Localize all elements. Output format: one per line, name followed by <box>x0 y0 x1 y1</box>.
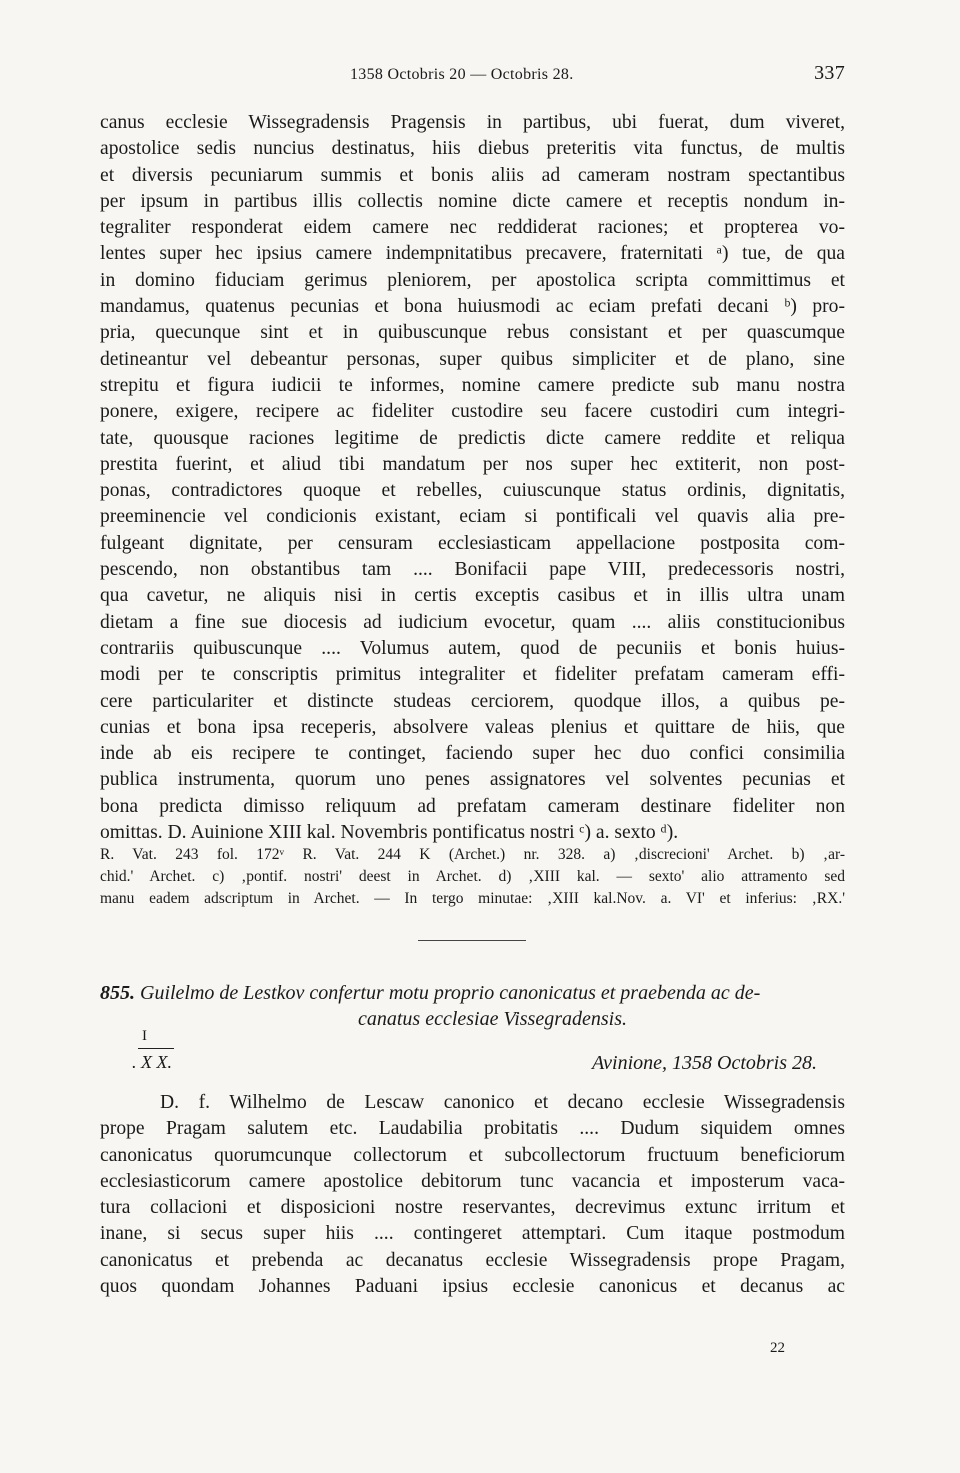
text-line: mandamus, quatenus pecunias et bona huiusmodi ac eciam prefati decani ᵇ) pro- <box>100 296 845 318</box>
text-line: cere particulariter et distincte studeas cerciorem, quodque illos, a quibus pe- <box>100 690 845 712</box>
text-line: pria, quecunque sint et in quibuscunque rebus consistant et per quascumque <box>100 322 845 344</box>
text-line: detineantur vel debeantur personas, super quibus simpliciter et de plano, sine <box>100 348 845 370</box>
text-line: preeminencie vel condicionis existant, eciam si pontificali vel quavis alia pre- <box>100 506 845 528</box>
footnote-line: R. Vat. 243 fol. 172ᵛ R. Vat. 244 K (Archet.) nr. 328. a) ‚discrecioni' Archet. b) ‚ar- <box>100 846 845 863</box>
registry-mark-bar <box>138 1048 174 1049</box>
text-line: tegraliter responderat eidem camere nec reddiderat raciones; et propterea vo- <box>100 217 845 239</box>
text-line: apostolice sedis nuncius destinatus, hiis diebus preteritis vita functus, de multis <box>100 138 845 160</box>
text-line: contrariis quibuscunque .... Volumus autem, quod de pecuniis et bonis huius- <box>100 637 845 659</box>
text-line: lentes super hec ipsius camere indempnitatibus precavere, fraternitati ᵃ) tue, de qua <box>100 243 845 265</box>
registry-mark-top: I <box>142 1028 147 1044</box>
text-line: modi per te conscriptis primitus integraliter et fideliter prefatam cameram effi- <box>100 664 845 686</box>
text-line: cunias et bona ipsa receperis, absolvere valeas plenius et quittare de hiis, que <box>100 716 845 738</box>
text-line: D. f. Wilhelmo de Lescaw canonico et decano ecclesie Wissegradensis <box>160 1092 845 1113</box>
document-title-line2: canatus ecclesiae Vissegradensis. <box>357 1008 627 1030</box>
document-text <box>100 1090 845 1300</box>
text-line: in domino fiduciam gerimus pleniorem, per apostolica scripta committimus et <box>100 269 845 291</box>
document-heading <box>100 980 845 1032</box>
text-line: publica instrumenta, quorum uno penes assignatores vel solventes pecunias et <box>100 769 845 791</box>
text-line: ponas, contradictores quoque et rebelles, cuiuscunque status ordinis, dignitatis, <box>100 480 845 502</box>
text-line: fulgeant dignitate, per censuram ecclesiasticam appellacione postposita com- <box>100 532 845 554</box>
registry-mark <box>128 1028 178 1088</box>
text-line: tura collacioni et disposicioni nostre reservantes, decrevimus extunc irritum et <box>100 1197 845 1219</box>
footnotes <box>100 844 845 910</box>
text-line: pescendo, non obstantibus tam .... Bonifacii pape VIII, predecessoris nostri, <box>100 559 845 581</box>
text-line: inde ab eis recipere te continget, faciendo super hec duo confici consimilia <box>100 743 845 765</box>
text-line: et diversis pecuniarum summis et bonis aliis ad cameram nostram spectantibus <box>100 164 845 186</box>
signature-mark: 22 <box>770 1340 785 1356</box>
text-line: prestita fuerint, et aliud tibi mandatum per nos super hec extiterit, non post- <box>100 453 845 475</box>
dateline: Avinione, 1358 Octobris 28. <box>592 1052 817 1074</box>
text-line: prope Pragam salutem etc. Laudabilia probitatis .... Dudum siquidem omnes <box>100 1118 845 1140</box>
text-line: canonicatus quorumcunque collectorum et subcollectorum fructuum beneficiorum <box>100 1144 845 1166</box>
text-line: qua cavetur, ne aliquis nisi in certis exceptis casibus et in illis ultra unam <box>100 585 845 607</box>
book-page <box>100 60 845 1440</box>
text-line: inane, si secus super hiis .... contingeret attemptari. Cum itaque postmodum <box>100 1223 845 1245</box>
text-line: omittas. D. Auinione XIII kal. Novembris pontificatus nostri ᶜ) a. sexto ᵈ). <box>100 822 679 844</box>
document-number: 855. <box>100 982 135 1004</box>
running-title: 1358 Octobris 20 — Octobris 28. <box>350 66 574 83</box>
text-line: quos quondam Johannes Paduani ipsius ecclesie canonicus et decanus ac <box>100 1276 845 1298</box>
main-text <box>100 110 845 846</box>
registry-mark-bottom: . X X. <box>132 1052 172 1072</box>
footnote-line: chid.' Archet. c) ‚pontif. nostri' deest in Archet. d) ‚XIII kal. — sexto' alio attramento sed <box>100 868 845 885</box>
text-line: tate, quousque raciones legitime de predictis dicte camere reddite et reliqua <box>100 427 845 449</box>
text-line: strepitu et figura iudicii te informes, nomine camere predicte sub manu nostra <box>100 374 845 396</box>
text-line: canus ecclesie Wissegradensis Pragensis in partibus, ubi fuerat, dum viveret, <box>100 112 845 133</box>
page-number: 337 <box>814 62 845 84</box>
footnote-line: manu eadem adscriptum in Archet. — In tergo minutae: ‚XIII kal.Nov. a. VI' et inferius: ‚RX.' <box>100 890 845 907</box>
text-line: dietam a fine sue diocesis ad iudicium evocetur, quam .... aliis constitucionibus <box>100 611 845 633</box>
text-line: ponere, exigere, recipere ac fideliter custodire seu facere custodiri cum integri- <box>100 401 845 423</box>
page-header <box>100 60 845 90</box>
text-line: bona predicta dimisso reliquum ad prefatam cameram destinare fideliter non <box>100 795 845 817</box>
text-line: ecclesiasticorum camere apostolice debitorum tunc vacancia et imposterum vaca- <box>100 1170 845 1192</box>
section-divider <box>418 940 526 941</box>
text-line: per ipsum in partibus illis collectis nomine dicte camere et receptis nondum in- <box>100 190 845 212</box>
text-line: canonicatus et prebenda ac decanatus ecclesie Wissegradensis prope Pragam, <box>100 1249 845 1271</box>
document-title-line1: Guilelmo de Lestkov confertur motu proprio canonicatus et praebenda ac de- <box>140 982 761 1004</box>
